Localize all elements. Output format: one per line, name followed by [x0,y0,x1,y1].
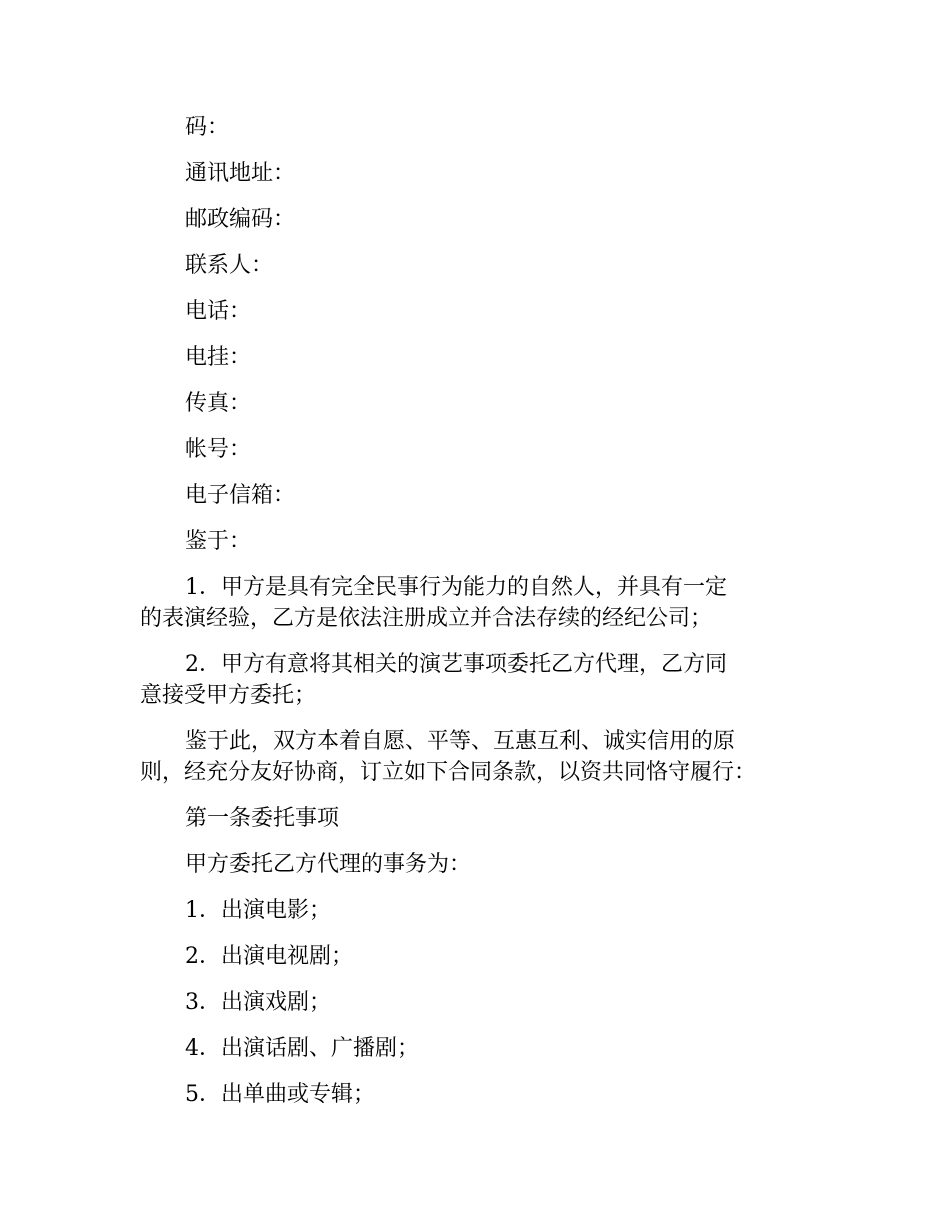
list-item: 5．出单曲或专辑； [185,1082,375,1107]
text-line: 通讯地址： [185,161,296,186]
section-heading: 第一条委托事项 [185,806,340,831]
paragraph-line: 的表演经验，乙方是依法注册成立并合法存续的经纪公司； [140,606,713,631]
list-item: 1．出演电影； [185,898,331,923]
paragraph-line: 则，经充分友好协商，订立如下合同条款，以资共同恪守履行： [140,760,757,785]
text-line: 码： [185,115,230,140]
text-line: 电话： [185,299,252,324]
list-item: 2．出演电视剧； [185,944,353,969]
list-item: 3．出演戏剧； [185,990,331,1015]
text-line: 邮政编码： [185,207,296,232]
text-line: 电子信箱： [185,483,296,508]
text-line: 帐号： [185,437,252,462]
paragraph-line: 1．甲方是具有完全民事行为能力的自然人，并具有一定 [185,575,727,600]
paragraph-line: 2．甲方有意将其相关的演艺事项委托乙方代理，乙方同 [185,652,727,677]
list-item: 4．出演话剧、广播剧； [185,1036,419,1061]
text-line: 甲方委托乙方代理的事务为： [185,852,472,877]
paragraph-line: 鉴于此，双方本着自愿、平等、互惠互利、诚实信用的原 [185,729,736,754]
text-line: 鉴于： [185,529,252,554]
paragraph-line: 意接受甲方委托； [140,683,317,708]
text-line: 电挂： [185,345,252,370]
text-line: 联系人： [185,253,274,278]
text-line: 传真： [185,391,252,416]
